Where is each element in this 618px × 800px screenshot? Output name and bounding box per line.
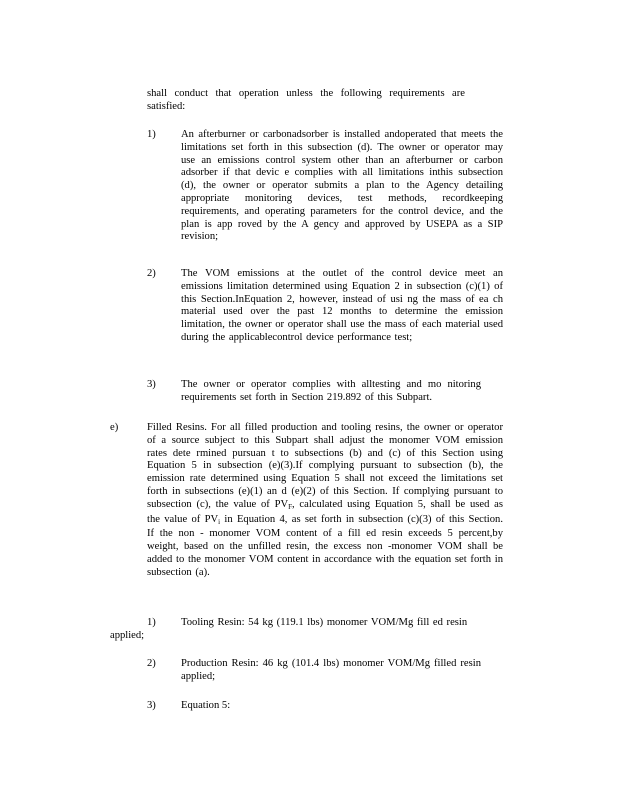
section-e-text — [147, 422, 503, 580]
item-3-marker: 3) — [147, 379, 156, 390]
tooling-resin-continuation: applied; — [110, 630, 145, 641]
tooling-resin-marker: 1) — [147, 617, 156, 628]
section-e-text-part-1: Filled Resins. For all filled production and tooling resins, the owner or operator of a source subject to this Subpart shall adjust the monomer VOM emission rates dete rmined pursuan t to subsections (b) and (c) of this Section using Equation 5 in subsection (e)(3).If complying pursuant to subsection (b), the emission rate determined using Equation 5 shall not exceed the limitations set forth in subsections (e)(1) an d (e)(2) of this Section. If complying pursuant to subsection (c), the value of PV — [147, 422, 503, 510]
section-e-text-part-3: in Equation 4, as set forth in subsection (c)(3) of this Section. If the non - monomer VOM content of a fill ed resin exceeds 5 percent,by weight, based on the unfilled resin, the excess non -monomer VOM shall be added to the monomer VOM content in accordance with the equation set forth in subsection (a). — [147, 513, 503, 578]
item-2-text: The VOM emissions at the outlet of the control device meet an emissions limitation determined using Equation 2 in subsection (c)(1) of this Section.InEquation 2, however, instead of usi ng the mass of ea ch material used over the past 12 months to determine the emission limitation, the owner or operator shall use the mass of each material used during the applicablecontrol device performance test; — [181, 268, 503, 343]
intro-paragraph: shall conduct that operation unless the following requirements are satisfied: — [147, 88, 465, 112]
tooling-resin-text: Tooling Resin: 54 kg (119.1 lbs) monomer VOM/Mg fill ed resin — [181, 617, 468, 628]
equation-5-marker: 3) — [147, 700, 156, 711]
item-2-marker: 2) — [147, 268, 156, 279]
production-resin-marker: 2) — [147, 658, 156, 669]
section-e-text-part-2: , calculated using Equation 5, shall be used as the value of PV — [147, 498, 503, 525]
subscript-f: F — [288, 502, 293, 511]
item-1-text: An afterburner or carbonadsorber is installed andoperated that meets the limitations set forth in this subsection (d). The owner or operator may use an emissions control system other than an afterburner or carbon adsorber if that devic e complies with all limitations inthis subsection (d), the owner or operator submits a plan to the Agency detailing appropriate monitoring devices, test methods, recordkeeping requirements, and operating parameters for the control device, and the plan is app roved by the A gency and approved by USEPA as a SIP revision; — [181, 129, 503, 243]
equation-5-label: Equation 5: — [181, 700, 231, 711]
section-e-marker: e) — [110, 422, 119, 433]
subscript-i: i — [218, 517, 221, 526]
production-resin-text: Production Resin: 46 kg (101.4 lbs) monomer VOM/Mg filled resin applied; — [181, 658, 481, 682]
item-1-marker: 1) — [147, 129, 156, 140]
item-3-text: The owner or operator complies with alltesting and mo nitoring requirements set forth in Section 219.892 of this Subpart. — [181, 379, 481, 403]
